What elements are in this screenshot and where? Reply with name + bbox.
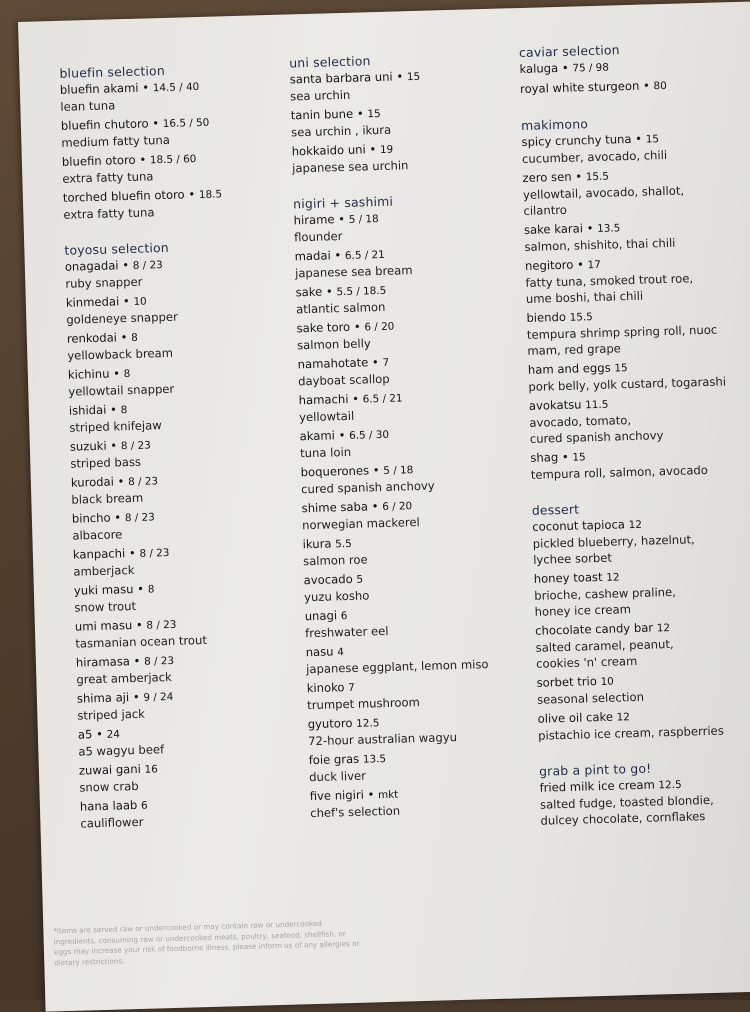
menu-item-yuki-masu bbox=[74, 576, 300, 615]
item-price: 15 bbox=[367, 107, 381, 121]
item-description: extra fatty tuna bbox=[62, 169, 154, 186]
section-title-grab-a-pint-to-go: grab a pint to go! bbox=[538, 760, 652, 779]
item-price: 8 / 23 bbox=[120, 439, 151, 453]
item-description: a5 wagyu beef bbox=[78, 742, 165, 759]
item-name-line: bluefin otoro • 18.5 / 60 bbox=[61, 152, 197, 169]
menu-item-kinoko bbox=[306, 674, 542, 714]
item-name-line: kurodai • 8 / 23 bbox=[70, 474, 159, 490]
item-description: albacore bbox=[72, 527, 123, 543]
item-name: kichinu bbox=[67, 366, 110, 382]
item-price: 6.5 / 21 bbox=[344, 248, 385, 262]
item-name-line: royal white sturgeon • 80 bbox=[519, 78, 667, 97]
item-description: dayboat scallop bbox=[297, 371, 390, 389]
item-name-line: shag • 15 bbox=[530, 449, 586, 465]
item-description: ruby snapper bbox=[65, 274, 143, 291]
item-name: madai bbox=[294, 248, 331, 264]
menu-item-spicy-crunchy-tuna bbox=[521, 128, 747, 167]
item-price: 13.5 bbox=[362, 753, 387, 766]
item-name: honey toast bbox=[533, 569, 603, 586]
item-price: 10 bbox=[133, 295, 147, 308]
item-price: 5.5 bbox=[335, 537, 352, 551]
item-description: salmon belly bbox=[296, 336, 371, 353]
item-name-line: spicy crunchy tuna • 15 bbox=[521, 131, 660, 149]
item-name: olive oil cake bbox=[537, 709, 614, 726]
item-price: 8 / 23 bbox=[124, 511, 155, 525]
item-name: umi masu bbox=[74, 618, 133, 634]
menu-item-zero-sen bbox=[522, 164, 748, 219]
item-description: pork belly, yolk custard, togarashi bbox=[528, 374, 727, 394]
item-price: 9 / 24 bbox=[143, 690, 174, 704]
item-name: santa barbara uni bbox=[289, 69, 393, 87]
menu-item-a5 bbox=[78, 720, 304, 759]
item-description: flounder bbox=[293, 229, 343, 245]
menu-item-hamachi bbox=[298, 386, 534, 426]
section-title-toyosu-selection: toyosu selection bbox=[64, 239, 170, 258]
item-name-line: hamachi • 6.5 / 21 bbox=[298, 391, 403, 408]
item-price: 4 bbox=[337, 646, 345, 659]
item-description: tempura roll, salmon, avocado bbox=[530, 462, 709, 482]
item-description: cucumber, avocado, chili bbox=[521, 147, 668, 166]
item-price: 12 bbox=[656, 622, 671, 635]
item-name: five nigiri bbox=[309, 787, 365, 804]
item-description: yuzu kosho bbox=[303, 588, 370, 605]
section-title-bluefin-selection: bluefin selection bbox=[59, 62, 166, 81]
item-description: cured spanish anchovy bbox=[300, 478, 435, 497]
section-title-uni-selection: uni selection bbox=[289, 53, 371, 71]
item-description: striped jack bbox=[77, 706, 146, 723]
item-name: bincho bbox=[71, 510, 111, 526]
menu-item-namahotate bbox=[297, 350, 533, 390]
item-name: tanin bune bbox=[290, 106, 354, 123]
item-description: striped knifejaw bbox=[69, 418, 162, 435]
item-price: 5 / 18 bbox=[348, 213, 379, 226]
item-name-line: kinmedai • 10 bbox=[65, 293, 147, 310]
menu-item-madai bbox=[294, 242, 530, 282]
menu-item-santa-barbara-uni bbox=[289, 65, 525, 105]
item-description: japanese sea urchin bbox=[291, 158, 409, 176]
item-price: 12.5 bbox=[356, 717, 380, 730]
item-name: unagi bbox=[304, 608, 338, 624]
item-name-line: kichinu • 8 bbox=[67, 366, 131, 382]
item-name: spicy crunchy tuna bbox=[521, 131, 632, 149]
item-name-line: yuki masu • 8 bbox=[73, 581, 155, 598]
menu-item-coconut-tapioca bbox=[532, 513, 750, 568]
item-name: shime saba bbox=[301, 499, 369, 516]
item-name-line: madai • 6.5 / 21 bbox=[294, 247, 385, 264]
menu-item-tanin-bune bbox=[290, 101, 526, 141]
item-description: atlantic salmon bbox=[295, 299, 386, 317]
item-name: hiramasa bbox=[75, 654, 131, 670]
item-price: 11.5 bbox=[585, 398, 609, 412]
item-price: 8 / 23 bbox=[143, 654, 175, 668]
item-name: sorbet trio bbox=[536, 674, 598, 690]
item-price: 18.5 / 60 bbox=[149, 153, 197, 167]
menu-item-unagi bbox=[304, 602, 540, 642]
item-price: 12.5 bbox=[658, 778, 682, 792]
item-name-line: sake toro • 6 / 20 bbox=[296, 319, 395, 336]
item-name: hamachi bbox=[298, 391, 349, 408]
menu-item-gyutoro bbox=[307, 710, 543, 750]
menu-item-honey-toast bbox=[534, 565, 750, 620]
item-name: sake karai bbox=[523, 221, 584, 237]
item-name-line: hirame • 5 / 18 bbox=[293, 211, 379, 228]
item-name: a5 bbox=[77, 727, 93, 742]
menu-item-sake bbox=[295, 278, 531, 318]
item-price: 15 bbox=[645, 133, 660, 146]
item-name: shag bbox=[530, 450, 559, 465]
item-name: zero sen bbox=[522, 169, 572, 185]
menu-item-zuwai-gani bbox=[79, 756, 305, 795]
item-name: kinmedai bbox=[65, 294, 120, 310]
menu-item-ishidai bbox=[69, 396, 295, 435]
item-price: 15.5 bbox=[585, 170, 610, 184]
item-price: 8 bbox=[130, 331, 138, 344]
item-description: extra fatty tuna bbox=[63, 205, 155, 222]
item-price: 8 bbox=[147, 583, 155, 596]
item-name: yuki masu bbox=[73, 581, 134, 598]
item-name: bluefin otoro bbox=[61, 152, 136, 169]
item-name-line: suzuki • 8 / 23 bbox=[69, 438, 151, 454]
item-price: 10 bbox=[600, 675, 615, 688]
item-description: goldeneye snapper bbox=[66, 309, 178, 327]
item-name: sake bbox=[295, 284, 323, 300]
menu-item-foie-gras bbox=[309, 746, 545, 786]
item-name-line: kanpachi • 8 / 23 bbox=[72, 545, 170, 562]
menu-item-five-nigiri bbox=[310, 782, 546, 822]
menu-item-kinmedai bbox=[66, 288, 292, 327]
menu-item-suzuki bbox=[70, 432, 296, 471]
item-description: tasmanian ocean trout bbox=[75, 632, 208, 651]
item-name-line: hiramasa • 8 / 23 bbox=[75, 653, 175, 670]
item-price: 75 / 98 bbox=[572, 61, 610, 75]
item-name: renkodai bbox=[66, 330, 118, 346]
item-description-continued: dulcey chocolate, cornflakes bbox=[540, 809, 706, 828]
item-name: bluefin akami bbox=[59, 80, 139, 97]
item-description: duck liver bbox=[309, 768, 367, 785]
item-name-line: shime saba • 6 / 20 bbox=[301, 499, 413, 516]
item-price: 6.5 / 21 bbox=[362, 392, 403, 406]
item-description: lean tuna bbox=[60, 98, 116, 114]
item-description: salmon, shishito, thai chili bbox=[524, 235, 676, 254]
menu-item-shime-saba bbox=[301, 494, 537, 534]
item-description: amberjack bbox=[73, 562, 135, 579]
menu-item-torched-bluefin-otoro bbox=[63, 184, 289, 223]
item-price: 15 bbox=[406, 70, 421, 84]
item-description: cauliflower bbox=[80, 814, 144, 831]
item-name: hirame bbox=[293, 212, 335, 228]
item-name-line: negitoro • 17 bbox=[524, 257, 601, 273]
item-name: namahotate bbox=[297, 355, 369, 372]
item-description: trumpet mushroom bbox=[306, 695, 421, 713]
item-description: tempura shrimp spring roll, nuoc bbox=[526, 322, 718, 342]
item-description: freshwater eel bbox=[304, 623, 389, 641]
menu-item-sake-karai bbox=[524, 216, 750, 255]
item-name-line: a5 • 24 bbox=[77, 726, 121, 742]
item-name-line: akami • 6.5 / 30 bbox=[299, 427, 390, 444]
item-name-line: ishidai • 8 bbox=[68, 402, 128, 418]
menu-item-ikura bbox=[302, 530, 538, 570]
item-name: bluefin chutoro bbox=[60, 116, 149, 133]
item-price: 8 / 23 bbox=[127, 475, 159, 489]
item-name: kinoko bbox=[306, 680, 345, 696]
menu-item-hiramasa bbox=[76, 648, 302, 687]
item-name-line: shima aji • 9 / 24 bbox=[76, 689, 174, 706]
item-description: yellowtail, avocado, shallot, bbox=[522, 183, 685, 202]
menu-item-royal-white-sturgeon bbox=[520, 75, 745, 98]
item-description: yellowtail bbox=[298, 408, 355, 425]
item-price: 12 bbox=[616, 711, 631, 724]
item-description: sea urchin bbox=[289, 87, 351, 104]
menu-item-kanpachi bbox=[73, 540, 299, 579]
item-price: 13.5 bbox=[597, 222, 621, 235]
item-name-line: umi masu • 8 / 23 bbox=[74, 617, 177, 634]
item-price: 18.5 bbox=[198, 188, 223, 202]
menu-item-shag bbox=[530, 444, 750, 483]
item-name: onagadai bbox=[64, 258, 119, 274]
item-name-line: tanin bune • 15 bbox=[290, 106, 381, 123]
item-name: sake toro bbox=[296, 319, 351, 336]
item-name: suzuki bbox=[69, 438, 107, 454]
item-name-line: namahotate • 7 bbox=[297, 354, 390, 372]
item-description-continued: ume boshi, thai chili bbox=[525, 288, 644, 306]
item-name: ham and eggs bbox=[527, 360, 611, 377]
item-description-continued: lychee sorbet bbox=[533, 550, 613, 567]
item-name: boquerones bbox=[300, 463, 370, 480]
menu-item-fried-milk-ice-cream bbox=[539, 773, 750, 828]
item-price: 8 bbox=[123, 368, 131, 381]
item-price: 8 / 23 bbox=[139, 546, 170, 560]
item-name-line: torched bluefin otoro • 18.5 bbox=[62, 187, 223, 205]
item-price: 12 bbox=[628, 518, 643, 532]
item-description: salted fudge, toasted blondie, bbox=[539, 792, 714, 812]
section-title-dessert: dessert bbox=[531, 501, 580, 518]
item-name-line: onagadai • 8 / 23 bbox=[64, 257, 163, 274]
item-price: 17 bbox=[587, 258, 601, 272]
item-description: fatty tuna, smoked trout roe, bbox=[525, 271, 694, 290]
item-description: yellowback bream bbox=[67, 345, 174, 363]
item-description-continued: cilantro bbox=[523, 202, 568, 218]
item-name-line: bluefin chutoro • 16.5 / 50 bbox=[60, 115, 210, 133]
menu-item-boquerones bbox=[300, 458, 536, 498]
item-price: 5 / 18 bbox=[383, 464, 414, 477]
item-description: avocado, tomato, bbox=[529, 413, 632, 430]
item-description: salted caramel, peanut, bbox=[535, 636, 674, 655]
item-name: gyutoro bbox=[307, 715, 353, 732]
menu-item-onagadai bbox=[65, 253, 291, 292]
menu-item-bluefin-otoro bbox=[62, 148, 288, 187]
item-name: chocolate candy bar bbox=[535, 620, 654, 638]
item-description: snow trout bbox=[74, 598, 137, 615]
menu-item-hana-laab bbox=[80, 792, 306, 831]
item-price: 80 bbox=[653, 79, 667, 93]
menu-item-kurodai bbox=[71, 468, 297, 507]
item-name: hokkaido uni bbox=[291, 142, 366, 159]
item-name: shima aji bbox=[76, 690, 130, 706]
item-price: 5.5 / 18.5 bbox=[336, 284, 387, 299]
item-name: ikura bbox=[302, 536, 332, 552]
item-name: hana laab bbox=[79, 797, 138, 814]
item-name-line: boquerones • 5 / 18 bbox=[300, 462, 414, 480]
item-price: 16 bbox=[144, 763, 158, 776]
item-description: tuna loin bbox=[299, 444, 352, 461]
item-price: 8 / 23 bbox=[132, 259, 163, 272]
item-price: 6 bbox=[340, 610, 348, 623]
item-description: pistachio ice cream, raspberries bbox=[537, 723, 724, 743]
menu-item-sake-toro bbox=[296, 314, 532, 354]
item-name-line: santa barbara uni • 15 bbox=[289, 69, 421, 87]
item-name-line: sake • 5.5 / 18.5 bbox=[295, 284, 387, 300]
item-price: 8 / 23 bbox=[146, 618, 177, 632]
item-price: 16.5 / 50 bbox=[162, 116, 210, 130]
item-name-line: bincho • 8 / 23 bbox=[71, 510, 155, 526]
item-name: avocado bbox=[303, 571, 353, 588]
item-name-line: sake karai • 13.5 bbox=[523, 220, 621, 237]
item-name: kurodai bbox=[70, 474, 115, 490]
item-price: 7 bbox=[348, 681, 355, 695]
item-description: chef's selection bbox=[310, 803, 401, 821]
item-description: yellowtail snapper bbox=[68, 381, 175, 399]
item-price: 15 bbox=[572, 451, 586, 464]
menu-column-left bbox=[59, 59, 305, 835]
menu-item-olive-oil-cake bbox=[537, 704, 750, 743]
menu-item-sorbet-trio bbox=[536, 668, 750, 707]
item-name: foie gras bbox=[308, 751, 360, 768]
menu-item-bluefin-akami bbox=[60, 76, 286, 115]
item-price: 6 / 20 bbox=[382, 500, 413, 514]
item-price: 6 / 20 bbox=[364, 320, 395, 334]
item-price: 7 bbox=[382, 356, 390, 369]
menu-item-avocado bbox=[303, 566, 539, 606]
item-description-continued: cured spanish anchovy bbox=[529, 428, 664, 446]
item-price: 14.5 / 40 bbox=[152, 80, 200, 95]
item-description: brioche, cashew praline, bbox=[534, 584, 677, 603]
item-name: kanpachi bbox=[72, 546, 126, 562]
menu-item-biendo bbox=[526, 304, 750, 359]
item-name: zuwai gani bbox=[78, 761, 142, 778]
item-name: torched bluefin otoro bbox=[62, 187, 185, 205]
menu-item-negitoro bbox=[525, 252, 750, 307]
item-name: fried milk ice cream bbox=[539, 777, 655, 795]
item-price: 15 bbox=[614, 362, 628, 375]
item-description: medium fatty tuna bbox=[61, 132, 171, 150]
menu-item-hokkaido-uni bbox=[291, 137, 527, 177]
item-description: seasonal selection bbox=[536, 689, 645, 707]
item-name-line: zero sen • 15.5 bbox=[522, 169, 610, 185]
menu-item-bluefin-chutoro bbox=[61, 112, 287, 151]
item-price: mkt bbox=[377, 788, 399, 802]
item-name-line: renkodai • 8 bbox=[66, 329, 138, 346]
item-price: 15.5 bbox=[569, 311, 593, 324]
menu-item-avokatsu bbox=[529, 392, 750, 447]
section-title-nigiri-sashimi: nigiri + sashimi bbox=[292, 193, 394, 212]
menu-item-umi-masu bbox=[75, 612, 301, 651]
item-name: akami bbox=[299, 428, 336, 444]
item-price: 24 bbox=[106, 728, 121, 741]
section-title-caviar-selection: caviar selection bbox=[518, 42, 620, 61]
item-name: biendo bbox=[526, 309, 567, 325]
item-description: black bream bbox=[71, 490, 144, 507]
item-description-continued: mam, red grape bbox=[527, 341, 622, 358]
item-description-continued: cookies 'n' cream bbox=[535, 653, 638, 671]
menu-item-bincho bbox=[72, 504, 298, 543]
item-description: pickled blueberry, hazelnut, bbox=[532, 532, 695, 551]
item-name: negitoro bbox=[524, 257, 574, 273]
item-description: sea urchin , ikura bbox=[290, 122, 392, 140]
item-name: kaluga bbox=[519, 60, 559, 77]
menu-item-chocolate-candy-bar bbox=[535, 617, 750, 672]
item-description: snow crab bbox=[79, 778, 139, 795]
item-name: nasu bbox=[305, 644, 334, 660]
item-description: striped bass bbox=[70, 454, 142, 471]
item-description: great amberjack bbox=[76, 669, 172, 687]
item-name-line: kaluga • 75 / 98 bbox=[519, 60, 610, 77]
item-name: coconut tapioca bbox=[532, 517, 626, 534]
item-price: 6.5 / 30 bbox=[348, 428, 390, 442]
item-description: 72-hour australian wagyu bbox=[307, 730, 458, 749]
item-name: avokatsu bbox=[528, 397, 582, 413]
menu-item-nasu bbox=[305, 638, 541, 678]
item-price: 8 bbox=[120, 404, 128, 417]
menu-item-akami bbox=[299, 422, 535, 462]
item-description: norwegian mackerel bbox=[301, 514, 420, 533]
item-description-continued: honey ice cream bbox=[534, 602, 632, 619]
section-title-makimono: makimono bbox=[520, 116, 589, 133]
item-description: japanese sea bream bbox=[294, 263, 413, 281]
menu-item-shima-aji bbox=[77, 684, 303, 723]
item-name: ishidai bbox=[68, 402, 107, 418]
menu-column-right bbox=[519, 38, 750, 832]
menu-sheet bbox=[18, 1, 750, 1011]
item-description: salmon roe bbox=[302, 552, 368, 569]
menu-item-ham-and-eggs bbox=[528, 356, 750, 395]
item-name-line: bluefin akami • 14.5 / 40 bbox=[59, 80, 200, 97]
item-name: royal white sturgeon bbox=[519, 78, 640, 97]
menu-item-kichinu bbox=[68, 360, 294, 399]
item-price: 12 bbox=[606, 571, 620, 584]
item-name-line: five nigiri • mkt bbox=[309, 787, 399, 804]
item-price: 19 bbox=[379, 143, 394, 156]
item-description: japanese eggplant, lemon miso bbox=[305, 657, 489, 677]
allergy-footnote: *items are served raw or undercooked or may contain raw or undercooked ingredients. consuming raw or undercooked meats, poultry, seafood, shellfish, or eggs may increase your risk of foodborne illness. please inform us of any allergies or dietary restrictions. bbox=[53, 918, 360, 967]
item-name-line: hokkaido uni • 19 bbox=[291, 141, 394, 159]
item-price: 5 bbox=[356, 573, 364, 586]
menu-item-renkodai bbox=[67, 324, 293, 363]
menu-column-middle bbox=[289, 48, 545, 824]
item-price: 6 bbox=[140, 799, 148, 812]
menu-item-hirame bbox=[293, 206, 529, 246]
